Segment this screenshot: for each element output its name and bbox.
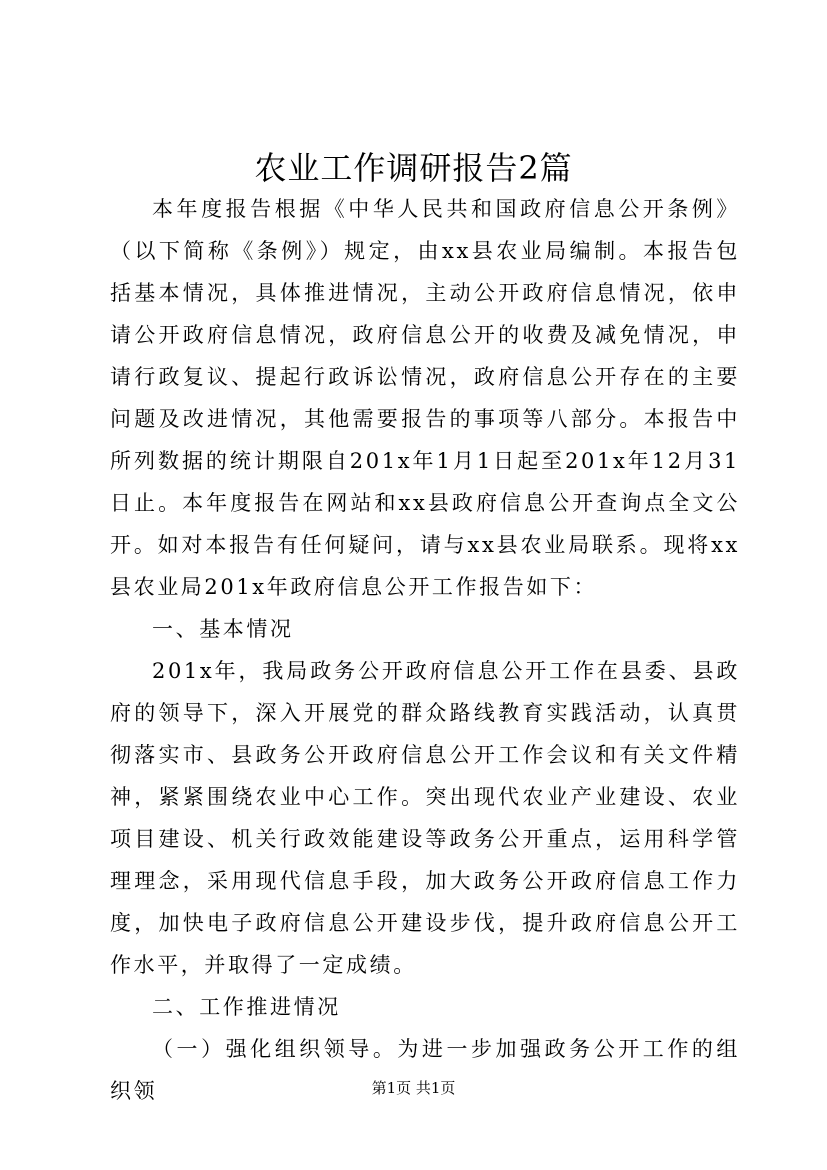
page-footer: 第1页 共1页: [371, 1079, 456, 1097]
document-body: [110, 188, 740, 1112]
paragraph-intro: 本年度报告根据《中华人民共和国政府信息公开条例》（以下简称《条例》）规定，由xx县农业局编制。本报告包括基本情况，具体推进情况，主动公开政府信息情况，依申请公开政府信息情况，政府信息公开的收费及减免情况，申请行政复议、提起行政诉讼情况，政府信息公开存在的主要问题及改进情况，其他需要报告的事项等八部分。本报告中所列数据的统计期限自201x年1月1日起至201x年12月31日止。本年度报告在网站和xx县政府信息公开查询点全文公开。如对本报告有任何疑问，请与xx县农业局联系。现将xx县农业局201x年政府信息公开工作报告如下：: [110, 197, 740, 599]
section-heading-progress: 二、工作推进情况: [152, 995, 341, 1019]
paragraph-basic: 201x年，我局政务公开政府信息公开工作在县委、县政府的领导下，深入开展党的群众路线教育实践活动，认真贯彻落实市、县政务公开政府信息公开工作会议和有关文件精神，紧紧围绕农业中心工作。突出现代农业产业建设、农业项目建设、机关行政效能建设等政务公开重点，运用科学管理理念，采用现代信息手段，加大政务公开政府信息工作力度，加快电子政府信息公开建设步伐，提升政府信息公开工作水平，并取得了一定成绩。: [110, 659, 740, 977]
document-title: 农业工作调研报告2篇: [254, 149, 573, 187]
paragraph-progress: （一）强化组织领导。为进一步加强政务公开工作的组织领: [110, 1037, 740, 1103]
section-heading-basic: 一、基本情况: [152, 617, 294, 641]
